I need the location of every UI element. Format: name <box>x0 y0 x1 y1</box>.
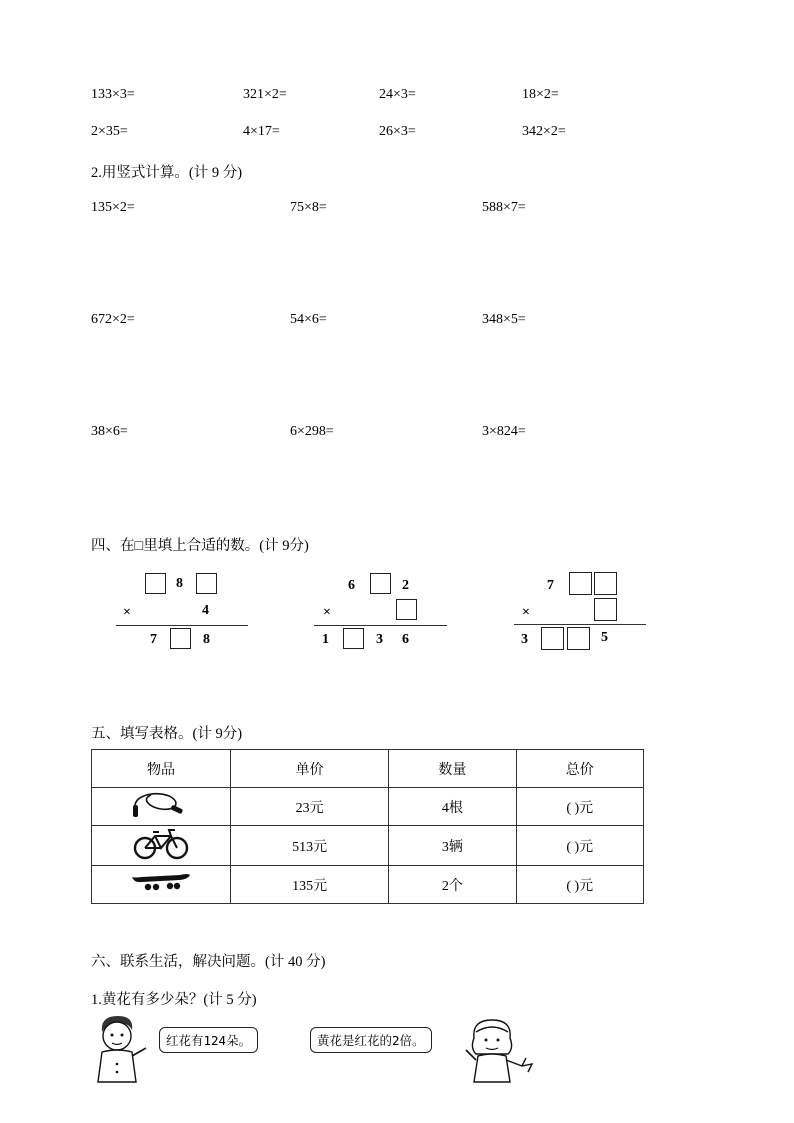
vertical-item: 348×5= <box>482 312 526 327</box>
blank-box[interactable] <box>567 627 590 650</box>
price-table <box>91 749 644 904</box>
boy-illustration <box>92 1012 152 1084</box>
digit: 5 <box>601 630 608 645</box>
item-cell <box>92 826 231 866</box>
blank-box[interactable] <box>145 573 166 594</box>
oral-item: 133×3= <box>91 87 135 102</box>
header-cell: 单价 <box>231 750 389 788</box>
blank-box[interactable] <box>594 572 617 595</box>
digit: 1 <box>322 632 329 647</box>
blank-box[interactable] <box>594 598 617 621</box>
item-cell <box>92 788 231 826</box>
vertical-item: 38×6= <box>91 424 128 439</box>
skateboard-icon <box>130 871 192 893</box>
section6-title: 六、联系生活，解决问题。(计 40 分) <box>91 954 326 970</box>
blank-box[interactable] <box>170 628 191 649</box>
vertical-item: 6×298= <box>290 424 334 439</box>
digit: 6 <box>348 578 355 593</box>
vertical-title: 2.用竖式计算。(计 9 分) <box>91 165 243 181</box>
qty-cell: 3辆 <box>389 826 516 866</box>
times-sign: × <box>522 605 530 620</box>
oral-item: 26×3= <box>379 124 416 139</box>
sum-line <box>514 624 646 625</box>
total-cell[interactable]: ( )元 <box>516 826 643 866</box>
girl-illustration <box>462 1014 540 1084</box>
vertical-item: 54×6= <box>290 312 327 327</box>
oral-item: 342×2= <box>522 124 566 139</box>
section5-title: 五、填写表格。(计 9分) <box>91 726 243 742</box>
bicycle-icon <box>131 826 191 860</box>
digit: 4 <box>202 603 209 618</box>
question-1: 1.黄花有多少朵？(计 5 分) <box>91 992 257 1008</box>
header-cell: 数量 <box>389 750 516 788</box>
blank-box[interactable] <box>370 573 391 594</box>
vertical-item: 588×7= <box>482 200 526 215</box>
price-cell: 135元 <box>231 866 389 904</box>
table-row <box>92 788 644 826</box>
speech-bubble-boy: 红花有124朵。 <box>159 1027 258 1053</box>
digit: 7 <box>150 632 157 647</box>
header-cell: 物品 <box>92 750 231 788</box>
digit: 3 <box>521 632 528 647</box>
digit: 8 <box>203 632 210 647</box>
jump-rope-icon <box>131 789 191 819</box>
digit: 3 <box>376 632 383 647</box>
section4-title: 四、在□里填上合适的数。(计 9分) <box>91 538 309 554</box>
digit: 8 <box>176 576 183 591</box>
table-header-row <box>92 750 644 788</box>
price-cell: 513元 <box>231 826 389 866</box>
price-cell: 23元 <box>231 788 389 826</box>
oral-item: 2×35= <box>91 124 128 139</box>
blank-box[interactable] <box>569 572 592 595</box>
blank-box[interactable] <box>343 628 364 649</box>
digit: 2 <box>402 578 409 593</box>
total-cell[interactable]: ( )元 <box>516 788 643 826</box>
table-row <box>92 866 644 904</box>
speech-bubble-girl: 黄花是红花的2倍。 <box>310 1027 432 1053</box>
qty-cell: 2个 <box>389 866 516 904</box>
vertical-item: 3×824= <box>482 424 526 439</box>
digit: 6 <box>402 632 409 647</box>
blank-box[interactable] <box>541 627 564 650</box>
sum-line <box>314 625 447 626</box>
blank-box[interactable] <box>196 573 217 594</box>
oral-item: 4×17= <box>243 124 280 139</box>
vertical-item: 672×2= <box>91 312 135 327</box>
oral-item: 24×3= <box>379 87 416 102</box>
times-sign: × <box>123 605 131 620</box>
times-sign: × <box>323 605 331 620</box>
blank-box[interactable] <box>396 599 417 620</box>
vertical-item: 75×8= <box>290 200 327 215</box>
digit: 7 <box>547 578 554 593</box>
oral-item: 18×2= <box>522 87 559 102</box>
table-row <box>92 826 644 866</box>
qty-cell: 4根 <box>389 788 516 826</box>
total-cell[interactable]: ( )元 <box>516 866 643 904</box>
item-cell <box>92 866 231 904</box>
oral-item: 321×2= <box>243 87 287 102</box>
vertical-item: 135×2= <box>91 200 135 215</box>
sum-line <box>116 625 248 626</box>
header-cell: 总价 <box>516 750 643 788</box>
